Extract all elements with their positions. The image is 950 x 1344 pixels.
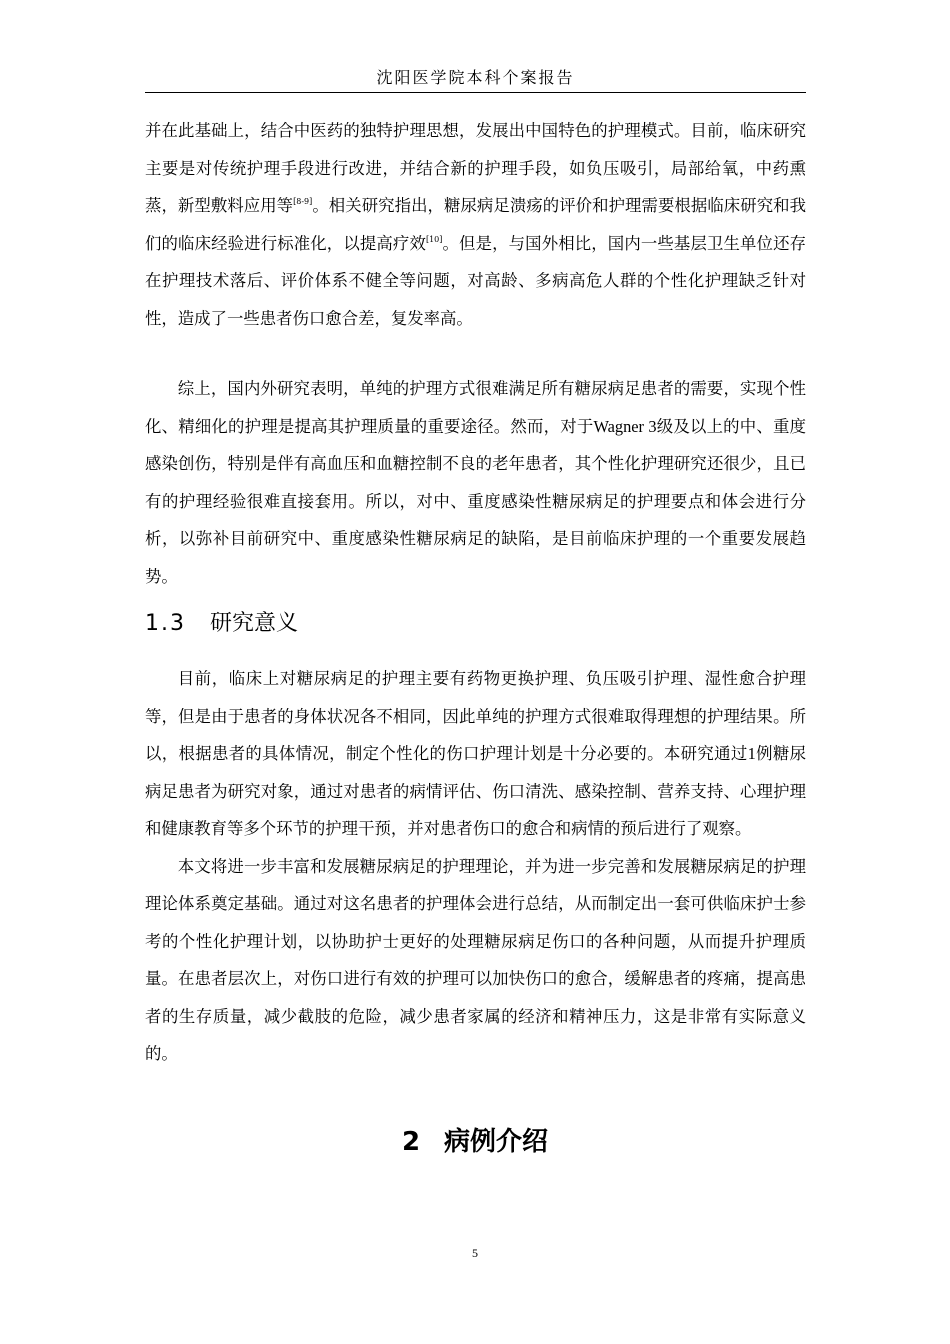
paragraph-text: 例糖尿病足患者为研究对象，通过对患者的病情评估、伤口清洗、感染控制、营养支持、心理护理和健康教育等多个环节的护理干预，并对患者伤口的愈合和病情的预后进行了观察。 <box>145 744 807 838</box>
paragraph-text: 并在此基础上，结合中医药的独特护理思想，发展出中国特色的护理模式。目前，临床研究主要是对传统护理手段进行改进，并结合新的护理手段，如负压吸引，局部给氧，中药熏蒸，新型敷料应用等 <box>145 121 806 215</box>
chapter-title: 病例介绍 <box>444 1127 549 1157</box>
chapter-heading-2 <box>0 1120 950 1164</box>
wagner-grade: Wagner 3 <box>593 416 657 436</box>
paragraph-text: 。但是，与国外相比，国内一些基层卫生单位还存在护理技术落后、评价体系不健全等问题，对高龄、多病高危人群的个性化护理缺乏针对性，造成了一些患者伤口愈合差，复发率高。 <box>145 233 806 328</box>
citation-ref: [10] <box>425 234 443 244</box>
paragraph-text: 级及以上的中、重度感染创伤，特别是伴有高血压和血糖控制不良的老年患者，其个性化护理研究还很少，且已有的护理经验很难直接套用。所以，对中、重度感染性糖尿病足的护理要点和体会进行分析，以弥补目前研究中、重度感染性糖尿病足的缺陷，是目前临床护理的一个重要发展趋势。 <box>145 416 807 586</box>
paragraph-text: 。相关研究指出，糖尿病足溃疡的评价和护理需要根据临床研究和我们的临床经验进行标准化，以提高疗效 <box>145 196 806 253</box>
case-count: 1 <box>747 744 756 763</box>
page-header: 沈阳医学院本科个案报告 <box>145 64 806 93</box>
citation-ref: [8-9] <box>293 197 313 206</box>
section-title: 研究意义 <box>210 611 299 636</box>
paragraph-summary <box>145 370 806 595</box>
section-heading-1-3 <box>145 604 298 644</box>
chapter-number: 2 <box>401 1127 421 1157</box>
page-number: 5 <box>472 1246 478 1260</box>
paragraph-significance <box>145 660 806 1073</box>
paragraph-value: 本文将进一步丰富和发展糖尿病足的护理理论，并为进一步完善和发展糖尿病足的护理理论体系奠定基础。通过对这名患者的护理体会进行总结，从而制定出一套可供临床护士参考的个性化护理计划，以协助护士更好的处理糖尿病足伤口的各种问题，从而提升护理质量。在患者层次上，对伤口进行有效的护理可以加快伤口的愈合，缓解患者的疼痛，提高患者的生存质量，减少截肢的危险，减少患者家属的经济和精神压力，这是非常有实际意义的。 <box>145 856 806 1063</box>
section-number: 1.3 <box>145 611 186 636</box>
paragraph-text: 目前，临床上对糖尿病足的护理主要有药物更换护理、负压吸引护理、湿性愈合护理等，但是由于患者的身体状况各不相同，因此单纯的护理方式很难取得理想的护理结果。所以，根据患者的具体情况，制定个性化的伤口护理计划是十分必要的。本研究通过 <box>145 669 806 763</box>
paragraph-text: 综上，国内外研究表明，单纯的护理方式很难满足所有糖尿病足患者的需要，实现个性化、精细化的护理是提高其护理质量的重要途径。然而，对于 <box>145 379 806 436</box>
paragraph-intro-continued <box>145 112 806 337</box>
